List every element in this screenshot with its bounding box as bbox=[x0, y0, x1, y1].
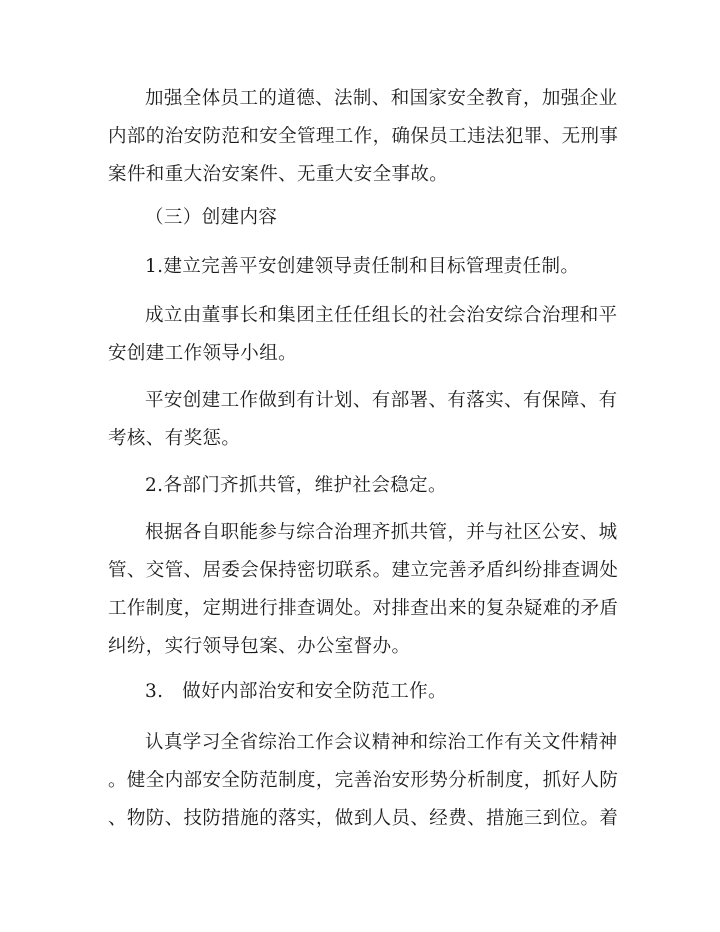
text-line: 根据各自职能参与综合治理齐抓共管，并与社区公安、城 bbox=[145, 522, 618, 543]
text-line: 案件和重大治安案件、无重大安全事故。 bbox=[108, 164, 449, 185]
list-item-3 bbox=[108, 673, 618, 711]
text-line: 成立由董事长和集团主任任组长的社会治安综合治理和平 bbox=[145, 305, 618, 326]
list-item-2 bbox=[108, 467, 618, 505]
paragraph-work-plan bbox=[108, 382, 618, 458]
paragraph-security-measures bbox=[108, 724, 618, 838]
list-item-text: 1.建立完善平安创建领导责任制和目标管理责任制。 bbox=[145, 256, 580, 277]
paragraph-leadership-group bbox=[108, 297, 618, 373]
text-line: 、物防、技防措施的落实，做到人员、经费、措施三到位。着 bbox=[108, 808, 619, 829]
text-line: 。健全内部安全防范制度，完善治安形势分析制度，抓好人防 bbox=[108, 770, 619, 791]
text-line: 管、交管、居委会保持密切联系。建立完善矛盾纠纷排查调处 bbox=[108, 560, 619, 581]
text-line: 纠纷，实行领导包案、办公室督办。 bbox=[108, 636, 411, 657]
heading-text: （三）创建内容 bbox=[145, 207, 278, 228]
text-line: 平安创建工作做到有计划、有部署、有落实、有保障、有 bbox=[145, 390, 618, 411]
section-heading-3 bbox=[108, 199, 618, 237]
paragraph-joint-management bbox=[108, 514, 618, 666]
list-item-text: 3. 做好内部治安和安全防范工作。 bbox=[145, 681, 447, 702]
text-line: 内部的治安防范和安全管理工作，确保员工违法犯罪、无刑事 bbox=[108, 126, 619, 147]
list-item-text: 2.各部门齐抓共管，维护社会稳定。 bbox=[145, 475, 447, 496]
text-line: 工作制度，定期进行排查调处。对排查出来的复杂疑难的矛盾 bbox=[108, 598, 619, 619]
text-line: 认真学习全省综治工作会议精神和综治工作有关文件精神 bbox=[145, 732, 618, 753]
text-line: 考核、有奖惩。 bbox=[108, 428, 241, 449]
list-item-1 bbox=[108, 248, 618, 286]
text-line: 加强全体员工的道德、法制、和国家安全教育，加强企业 bbox=[145, 88, 618, 109]
paragraph-safety-education bbox=[108, 80, 618, 194]
text-line: 安创建工作领导小组。 bbox=[108, 343, 298, 364]
